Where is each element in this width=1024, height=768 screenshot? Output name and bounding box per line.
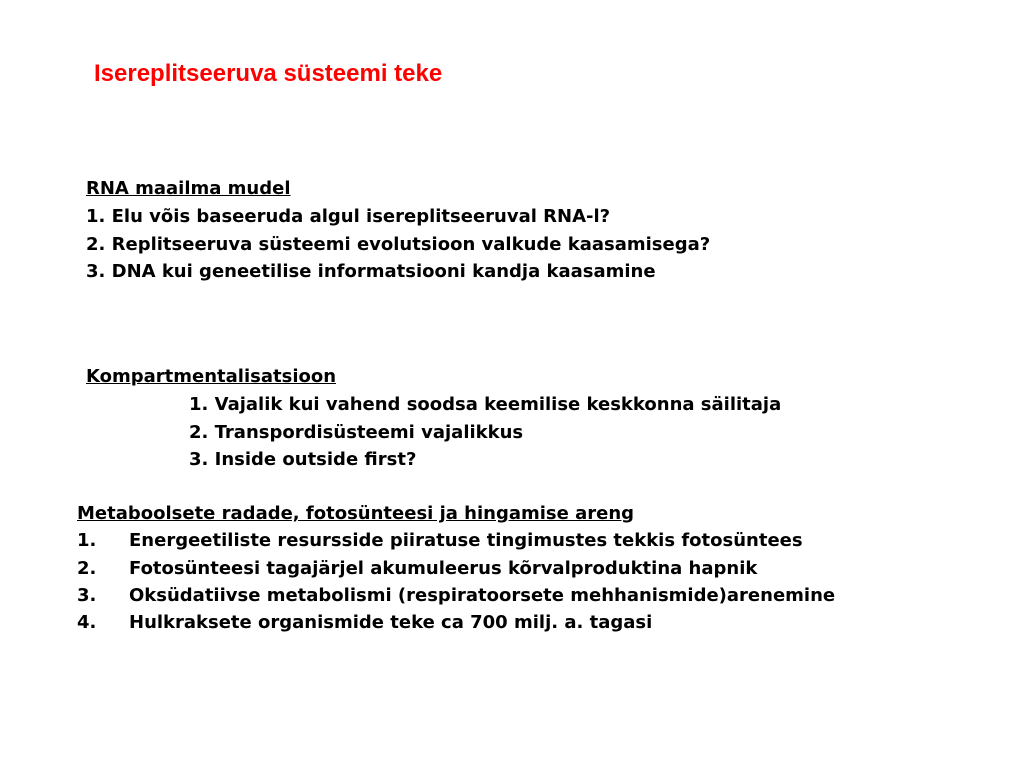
compartment-item-1: 1. Vajalik kui vahend soodsa keemilise keskkonna säilitaja [189, 394, 782, 415]
list-text: Hulkraksete organismide teke ca 700 milj. a. tagasi [129, 612, 653, 633]
metabolic-item-3 [77, 582, 835, 610]
compartment-item-3: 3. Inside outside first? [189, 449, 417, 470]
list-number: 2. [77, 558, 97, 579]
list-number: 1. [77, 530, 97, 551]
rna-item-1: 1. Elu võis baseeruda algul isereplitseeruval RNA-l? [86, 206, 611, 227]
list-text: Fotosünteesi tagajärjel akumuleerus kõrvalproduktina hapnik [129, 558, 758, 579]
compartment-item-2: 2. Transpordisüsteemi vajalikkus [189, 422, 524, 443]
compartment-section-heading: Kompartmentalisatsioon [86, 366, 337, 387]
metabolic-section-heading: Metaboolsete radade, fotosünteesi ja hingamise areng [77, 503, 635, 524]
slide-title: Isereplitseeruva süsteemi teke [94, 60, 443, 87]
list-text: Energeetiliste resursside piiratuse tingimustes tekkis fotosüntees [129, 530, 803, 551]
rna-section-heading: RNA maailma mudel [86, 178, 291, 199]
metabolic-item-2 [77, 555, 757, 583]
rna-item-2: 2. Replitseeruva süsteemi evolutsioon valkude kaasamisega? [86, 234, 711, 255]
list-number: 4. [77, 612, 97, 633]
metabolic-item-1 [77, 527, 803, 555]
list-text: Oksüdatiivse metabolismi (respiratoorsete mehhanismide)arenemine [129, 585, 836, 606]
list-number: 3. [77, 585, 97, 606]
metabolic-item-4 [77, 609, 652, 637]
rna-item-3: 3. DNA kui geneetilise informatsiooni kandja kaasamine [86, 261, 656, 282]
